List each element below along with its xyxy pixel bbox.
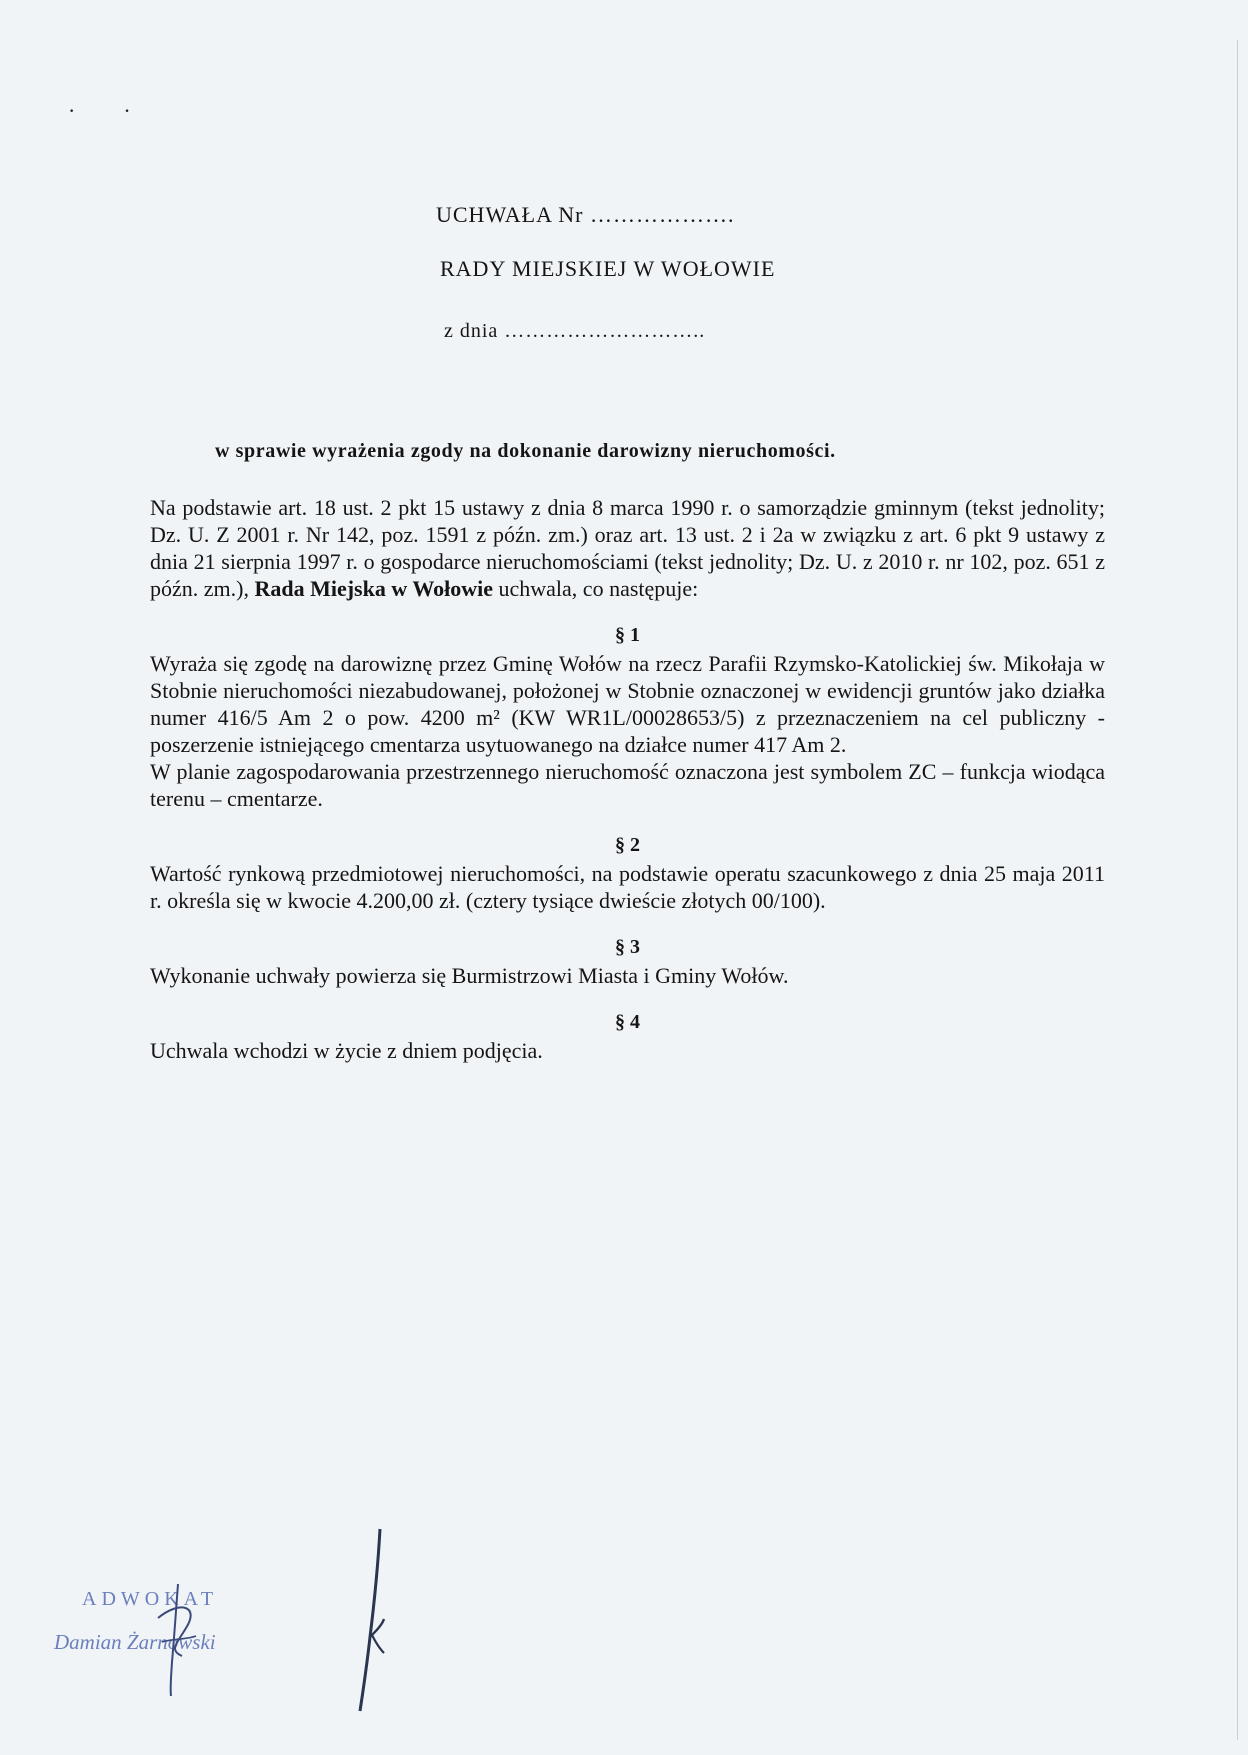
stamp-name: Damian Żarnowski — [54, 1630, 216, 1654]
section-3-paragraph-1: Wykonanie uchwały powierza się Burmistrzowi Miasta i Gminy Wołów. — [150, 963, 789, 988]
section-2-paragraph-1: Wartość rynkową przedmiotowej nieruchomości, na podstawie operatu szacunkowego z dnia 25 maja 2011 r. określa się w kwocie 4.200,00 zł. (cztery tysiące dwieście złotych 00/100). — [150, 861, 1105, 913]
section-1-label: § 1 — [615, 624, 640, 646]
resolution-body — [150, 494, 1105, 1064]
resolution-number-line: UCHWAŁA Nr ………………. — [436, 202, 735, 227]
council-name: RADY MIEJSKIEJ W WOŁOWIE — [440, 256, 776, 281]
preamble — [150, 494, 1105, 602]
resolution-subject: w sprawie wyrażenia zgody na dokonanie darowizny nieruchomości. — [215, 440, 836, 462]
scan-speck: · — [68, 98, 124, 123]
section-4-label: § 4 — [615, 1011, 640, 1033]
section-1-paragraph-2: W planie zagospodarowania przestrzennego nieruchomość oznaczona jest symbolem ZC – funkcja wiodąca terenu – cmentarze. — [150, 759, 1105, 811]
scan-edge-line — [1237, 40, 1238, 1740]
stamp-title: ADWOKAT — [82, 1588, 219, 1610]
preamble-text: Na podstawie art. 18 ust. 2 pkt 15 ustawy z dnia 8 marca 1990 r. o samorządzie gminnym (tekst jednolity; Dz. U. Z 2001 r. Nr 142, poz. 1591 z późn. zm.) oraz art. 13 ust. 2 i 2a w związku z art. 6 pkt 9 ustawy z dnia 21 sierpnia 1997 r. o gospodarce nieruchomościami (tekst jednolity; Dz. U. z 2010 r. nr 102, poz. 651 z późn. zm.), — [150, 495, 1105, 601]
stamp-signature-scribble — [50, 1580, 290, 1700]
section-1-paragraph-1: Wyraża się zgodę na darowiznę przez Gminę Wołów na rzecz Parafii Rzymsko-Katolickiej św. Mikołaja w Stobnie nieruchomości niezabudowanej, położonej w Stobnie oznaczonej w ewidencji gruntów jako działka numer 416/5 Am 2 o pow. 4200 m² (KW WR1L/00028653/5) z przeznaczeniem na cel publiczny - poszerzenie istniejącego cmentarza usytuowanego na działce numer 417 Am 2. — [150, 651, 1105, 757]
section-2-label: § 2 — [615, 834, 640, 856]
scan-speck: · — [123, 98, 179, 123]
preamble-council: Rada Miejska w Wołowie — [254, 576, 494, 601]
lawyer-stamp — [50, 1580, 290, 1700]
resolution-date-line: z dnia ……………………….. — [444, 320, 706, 342]
scan-specks — [68, 98, 179, 124]
section-3-label: § 3 — [615, 936, 640, 958]
preamble-tail: uchwala, co następuje: — [493, 576, 699, 601]
official-signature — [340, 1525, 400, 1715]
section-4-paragraph-1: Uchwala wchodzi w życie z dniem podjęcia. — [150, 1038, 543, 1063]
